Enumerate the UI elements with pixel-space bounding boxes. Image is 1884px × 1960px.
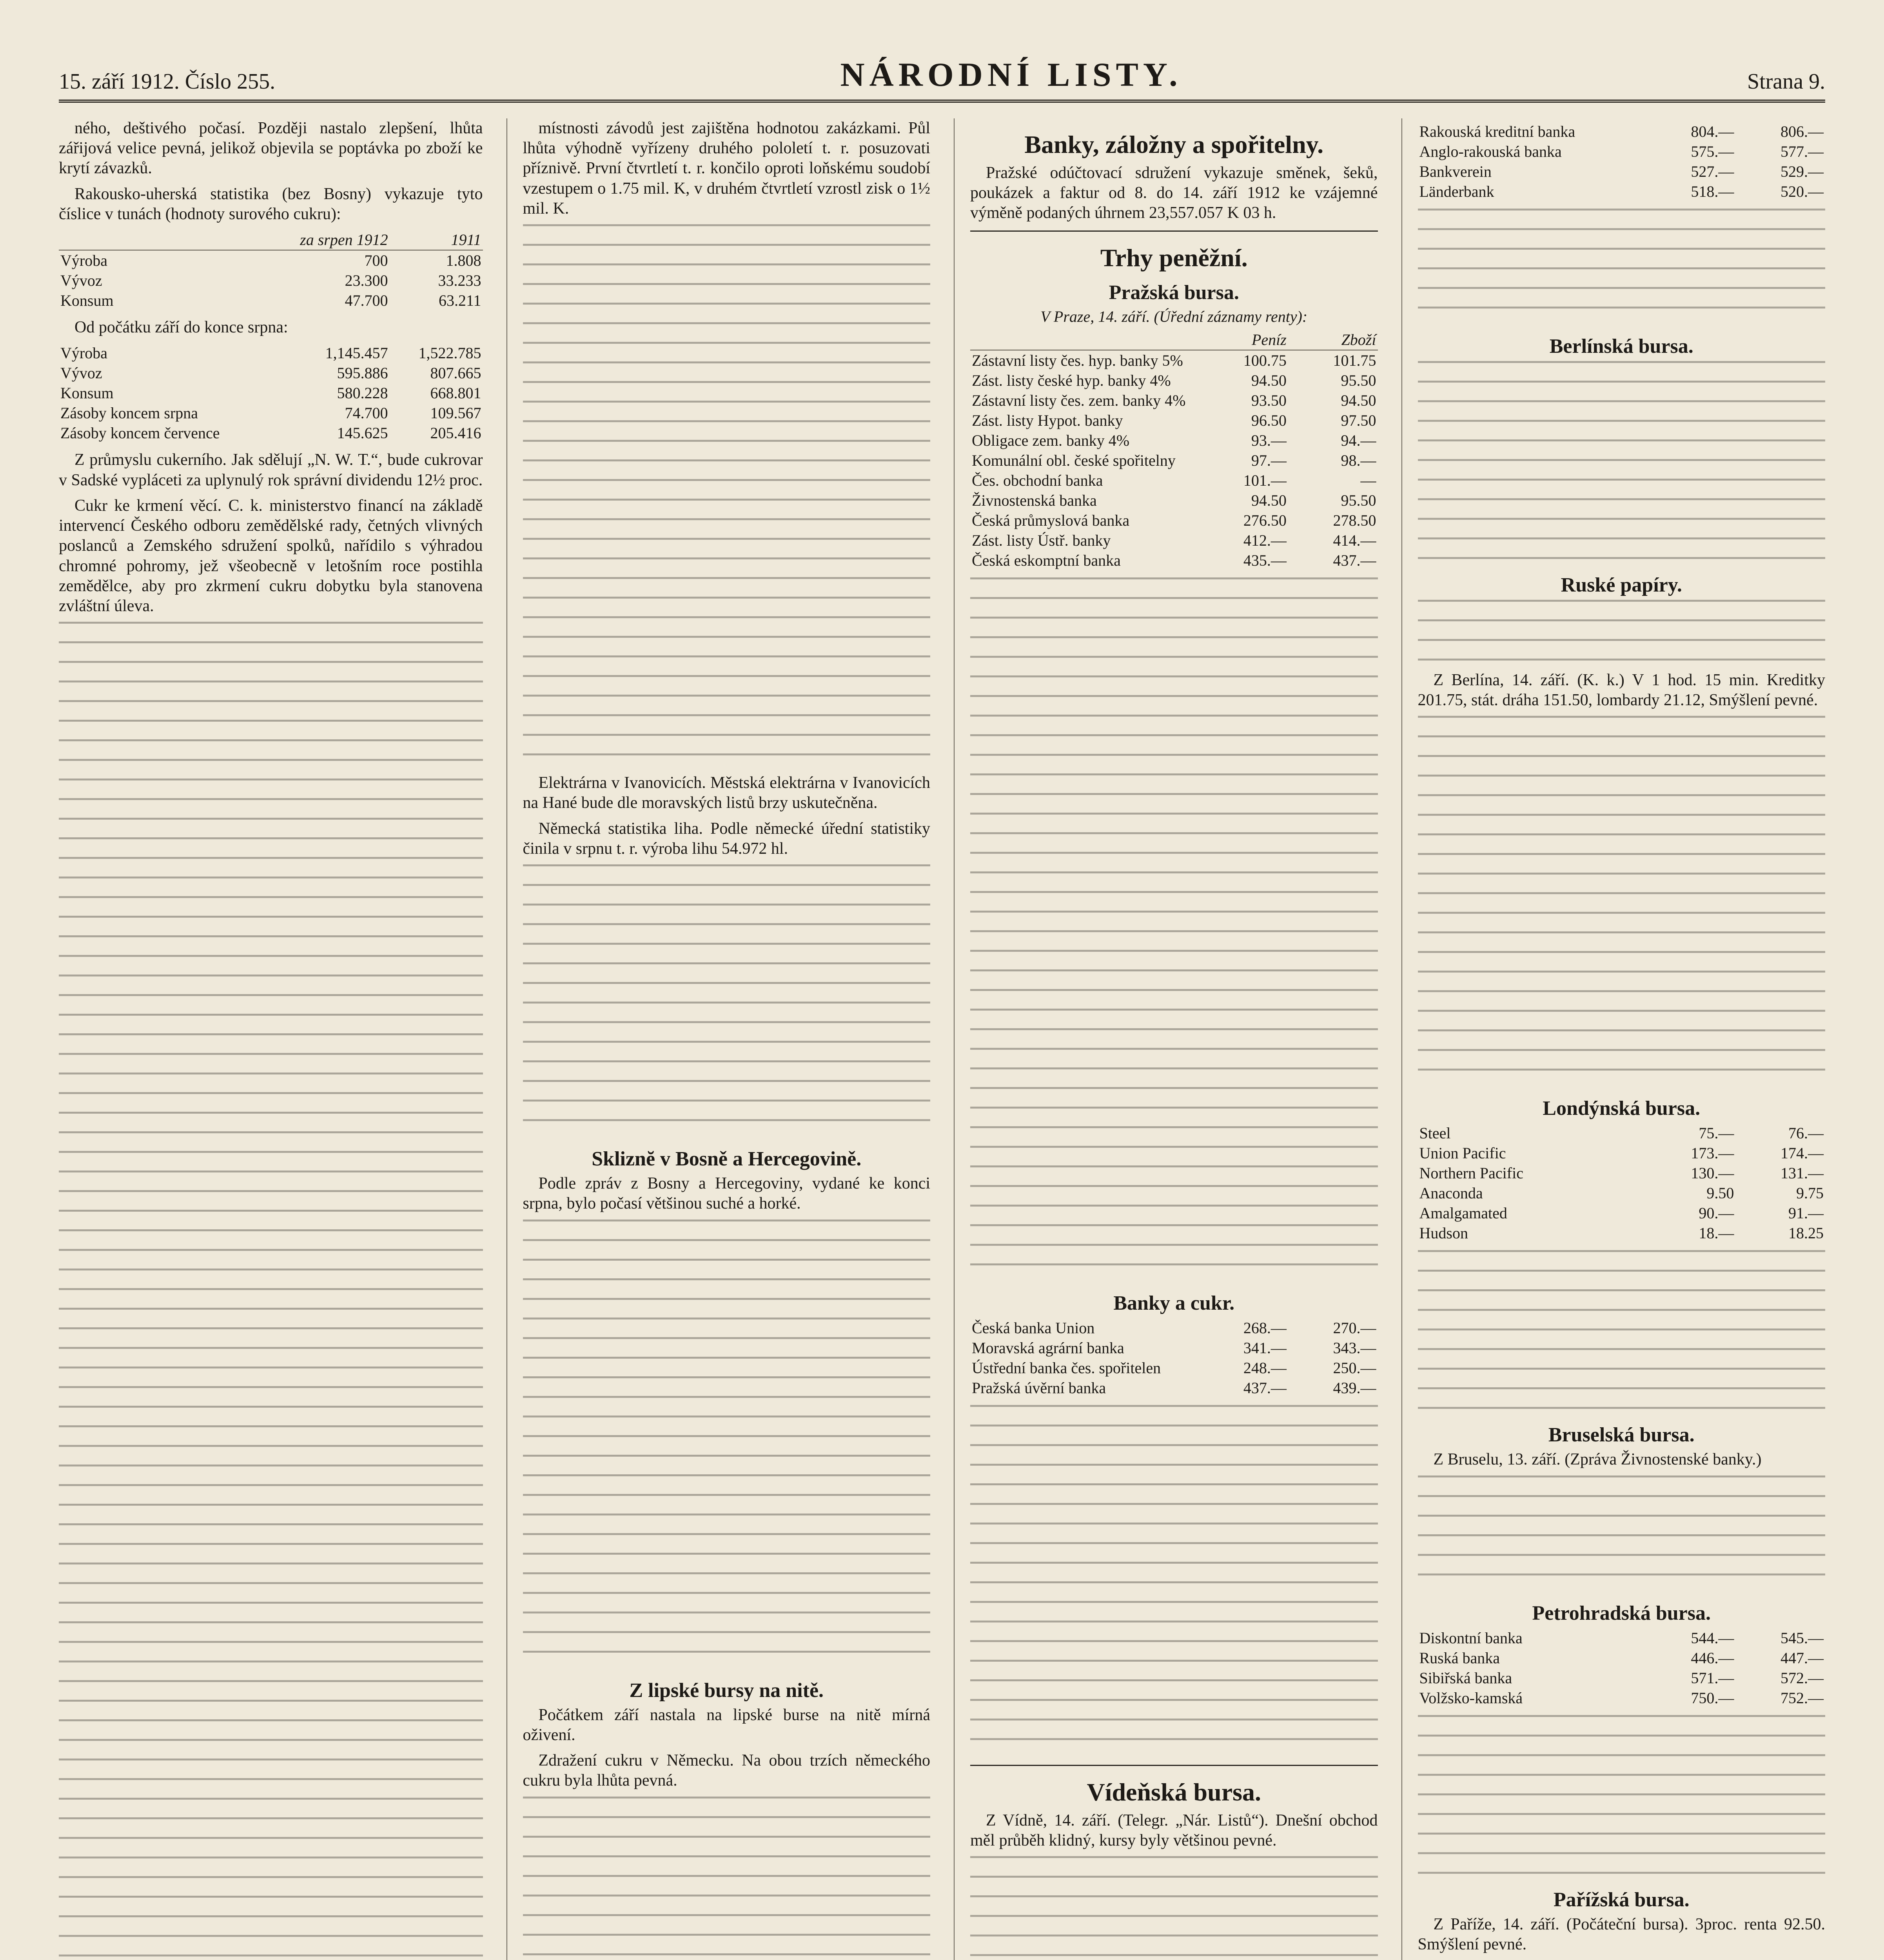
col1-p1: Z průmyslu cukerního. Jak sdělují „N. W. T.“, bude cukrovar v Sadské vypláceti za uplynulý rok správní dividendu 12½ proc. bbox=[59, 451, 483, 489]
masthead bbox=[59, 56, 1825, 103]
table-row: Zásoby koncem července 145.625 205.416 bbox=[60, 424, 481, 442]
top-quotes-table bbox=[1418, 122, 1826, 201]
table-row: Rakouská kreditní banka 804.— 806.— bbox=[1419, 123, 1824, 140]
date-issue: 15. září 1912. Číslo 255. bbox=[59, 69, 276, 94]
stats-head-2: 1911 bbox=[390, 230, 483, 250]
table-row: Česká banka Union 268.— 270.— bbox=[972, 1319, 1376, 1337]
quotes-block bbox=[970, 1405, 1378, 1758]
table-row: Zástavní listy čes. zem. banky 4% 93.50 94.50 bbox=[972, 391, 1376, 409]
col2-p4: Podle zpráv z Bosny a Hercegoviny, vydané ke konci srpna, bylo počasí většinou suché a horké. bbox=[523, 1174, 930, 1213]
body-text-block bbox=[59, 622, 483, 1960]
heading-ruske: Ruské papíry. bbox=[1561, 574, 1682, 596]
table-row: Výroba 700 1.808 bbox=[60, 252, 481, 270]
stats2-table bbox=[59, 343, 483, 443]
heading-brussels: Bruselská bursa. bbox=[1548, 1424, 1695, 1446]
body-text-block bbox=[523, 1797, 931, 1960]
table-row: Živnostenská banka 94.50 95.50 bbox=[972, 491, 1376, 509]
table-row: Diskontní banka 544.— 545.— bbox=[1419, 1629, 1824, 1647]
col2-p5: Počátkem září nastala na lipské burse na nitě mírná oživení. bbox=[523, 1706, 930, 1744]
heading-banks2: Banky a cukr. bbox=[1113, 1292, 1235, 1314]
divider bbox=[970, 1765, 1378, 1766]
table-row: Union Pacific 173.— 174.— bbox=[1419, 1144, 1824, 1162]
heading-paris: Pařížská bursa. bbox=[1553, 1888, 1690, 1911]
table-row: Moravská agrární banka 341.— 343.— bbox=[972, 1339, 1376, 1357]
heading-prazska-bursa: Pražská bursa. bbox=[1109, 281, 1239, 304]
table-row: Anglo-rakouská banka 575.— 577.— bbox=[1419, 143, 1824, 160]
table-row: Zást. listy české hyp. banky 4% 94.50 95.50 bbox=[972, 371, 1376, 389]
heading-lipsko: Z lipské bursy na nitě. bbox=[629, 1679, 824, 1702]
col1-intro: ného, deštivého počasí. Později nastalo zlepšení, lhůta zářijová velice pevná, jelikož objevila se poptávka po zboží ke krytí závazků. bbox=[59, 119, 483, 178]
column-1 bbox=[59, 118, 483, 1960]
table-row: Steel 75.— 76.— bbox=[1419, 1124, 1824, 1142]
table-row: Hudson 18.— 18.25 bbox=[1419, 1224, 1824, 1242]
table-row: Sibiřská banka 571.— 572.— bbox=[1419, 1669, 1824, 1687]
petro-table bbox=[1418, 1628, 1826, 1708]
table-row: Obligace zem. banky 4% 93.— 94.— bbox=[972, 431, 1376, 449]
quotes-block bbox=[1418, 600, 1826, 670]
col2-p6: Zdražení cukru v Německu. Na obou trzích německého cukru byla lhůta pevná. bbox=[523, 1751, 930, 1790]
table-row: Volžsko-kamská 750.— 752.— bbox=[1419, 1689, 1824, 1707]
page-number: Strana 9. bbox=[1747, 69, 1825, 94]
divider bbox=[970, 230, 1378, 232]
body-text-block bbox=[523, 224, 931, 773]
col4-brussels: Z Bruselu, 13. září. (Zpráva Živnostenské banky.) bbox=[1433, 1450, 1762, 1469]
col3-vienna: Z Vídně, 14. září. (Telegr. „Nár. Listů“). Dnešní obchod měl průběh klidný, kursy byly většinou pevné. bbox=[970, 1811, 1378, 1849]
col1-p2: Cukr ke krmení věcí. C. k. ministerstvo financí na základě intervencí Českého odboru zemědělské rady, četných vlivných poslanců a Zemského sdružení spolků, nařídilo s výhradou chromné pohromy, jež všeobecně v letošním roce postihla zemědělce, aby pro zkrmení cukru dobytku byla stanovena zvláštní úleva. bbox=[59, 496, 483, 615]
table-row: Česká průmyslová banka 276.50 278.50 bbox=[972, 511, 1376, 529]
heading-petro: Petrohradská bursa. bbox=[1532, 1602, 1711, 1624]
table-row: Länderbank 518.— 520.— bbox=[1419, 183, 1824, 200]
prague-quotes-table: Peníz Zboží Zástavní listy čes. hyp. banky 5% 100.75 101.75 Zást. listy české hyp. banky 4% 94.50 95.50 Zástavní listy čes. zem. banky 4% 93.50 94.50 Zást. listy Hypot. banky 96.50 97.50 Obligace zem. banky 4% 93.— 94.— Komunální obl. české spořitelny 97.— 98.— Čes. obchodní banka 101.— — Živnostenská banka 94.50 95.50 Česká průmyslová banka 276.50 278.50 Zást. listy Ústř. banky 412.— 414.— Česká eskomptní banka 435.— 437.— bbox=[970, 330, 1378, 570]
stats2-title: Od počátku září do konce srpna: bbox=[74, 318, 288, 337]
table-row: Bankverein 527.— 529.— bbox=[1419, 163, 1824, 180]
table-row: Konsum 580.228 668.801 bbox=[60, 384, 481, 402]
col2-p1: místnosti závodů jest zajištěna hodnotou zakázkami. Půl lhůta výhodně vyřízeny druhého pololetí t. r. posuzovati příznivě. První čtvrtletí t. r. končilo oproti loňskému soudobí vzestupem o 1.75 mil. K, v druhém čtvrtletí vzrostl zisk o 1½ mil. K. bbox=[523, 119, 930, 218]
table-row: Ruská banka 446.— 447.— bbox=[1419, 1649, 1824, 1667]
col2-p3: Německá statistika liha. Podle německé úřední statistiky činila v srpnu t. r. výroba lihu 54.972 hl. bbox=[523, 819, 930, 858]
banks2-table bbox=[970, 1318, 1378, 1398]
col2-p2: Elektrárna v Ivanovicích. Městská elektrárna v Ivanovicích na Hané bude dle moravských listů brzy uskutečněna. bbox=[523, 774, 930, 812]
quotes-block bbox=[970, 577, 1378, 1283]
column-4 bbox=[1401, 118, 1826, 1960]
heading-banks: Banky, záložny a spořitelny. bbox=[1024, 131, 1324, 158]
heading-trhy-penezni: Trhy peněžní. bbox=[1100, 243, 1248, 272]
heading-vienna: Vídeňská bursa. bbox=[1087, 1778, 1261, 1806]
table-row: Zást. listy Hypot. banky 96.50 97.50 bbox=[972, 411, 1376, 429]
stats-title: Rakousko-uherská statistika (bez Bosny) vykazuje tyto číslice v tunách (hodnoty surového cukru): bbox=[59, 185, 483, 223]
col4-paris: Z Paříže, 14. září. (Počáteční bursa). 3proc. renta 92.50. Smýšlení pevné. bbox=[1418, 1915, 1825, 1953]
column-2 bbox=[506, 118, 931, 1960]
table-row: Vývoz 23.300 33.233 bbox=[60, 272, 481, 290]
stats-head-0 bbox=[59, 230, 296, 250]
heading-bosna: Skliznĕ v Bosně a Hercegovině. bbox=[592, 1148, 862, 1171]
table-row: Konsum 47.700 63.211 bbox=[60, 292, 481, 310]
table-row: Ústřední banka čes. spořitelen 248.— 250.— bbox=[972, 1359, 1376, 1377]
table-row: Anaconda 9.50 9.75 bbox=[1419, 1184, 1824, 1202]
stats-table bbox=[59, 230, 483, 310]
stats-head-1: za srpen 1912 bbox=[296, 230, 390, 250]
prague-subtitle: V Praze, 14. září. (Úřední záznamy renty): bbox=[1040, 307, 1308, 325]
col4-berlin: Z Berlína, 14. září. (K. k.) V 1 hod. 15 min. Kreditky 201.75, stát. dráha 151.50, lombardy 21.12, Smýšlení pevné. bbox=[1418, 671, 1825, 710]
col3-p1: Pražské odúčtovací sdružení vykazuje směnek, šeků, poukázek a faktur od 8. do 14. září 1912 ke vzájemné výměně podaných úhrnem 23,557.057 K 03 h. bbox=[970, 164, 1378, 222]
column-3 bbox=[954, 118, 1378, 1960]
body-text-block bbox=[1418, 716, 1826, 1088]
table-row: Zást. listy Ústř. banky 412.— 414.— bbox=[972, 531, 1376, 549]
table-row: Vývoz 595.886 807.665 bbox=[60, 364, 481, 382]
quotes-block bbox=[1418, 209, 1826, 326]
body-text-block bbox=[1418, 1250, 1826, 1415]
body-text-block bbox=[970, 1856, 1378, 1960]
table-row: Komunální obl. české spořitelny 97.— 98.— bbox=[972, 451, 1376, 469]
heading-berlin: Berlínská bursa. bbox=[1549, 335, 1693, 358]
london-table bbox=[1418, 1123, 1826, 1243]
table-row: Zástavní listy čes. hyp. banky 5% 100.75 101.75 bbox=[972, 351, 1376, 369]
columns bbox=[59, 118, 1825, 1960]
table-row: Zásoby koncem srpna 74.700 109.567 bbox=[60, 404, 481, 422]
body-text-block bbox=[523, 1220, 931, 1670]
newspaper-title: NÁRODNÍ LISTY. bbox=[840, 56, 1182, 93]
table-row: Pražská úvěrní banka 437.— 439.— bbox=[972, 1379, 1376, 1397]
table-row: Amalgamated 90.— 91.— bbox=[1419, 1204, 1824, 1222]
quotes-block bbox=[1418, 361, 1826, 565]
heading-london: Londýnská bursa. bbox=[1543, 1097, 1701, 1120]
quotes-block bbox=[1418, 1475, 1826, 1593]
quotes-block bbox=[1418, 1715, 1826, 1880]
table-row: Northern Pacific 130.— 131.— bbox=[1419, 1164, 1824, 1182]
table-row: Výroba 1,145.457 1,522.785 bbox=[60, 344, 481, 362]
body-text-block bbox=[523, 864, 931, 1139]
table-row: Česká eskomptní banka 435.— 437.— bbox=[972, 551, 1376, 569]
table-row: Čes. obchodní banka 101.— — bbox=[972, 471, 1376, 489]
